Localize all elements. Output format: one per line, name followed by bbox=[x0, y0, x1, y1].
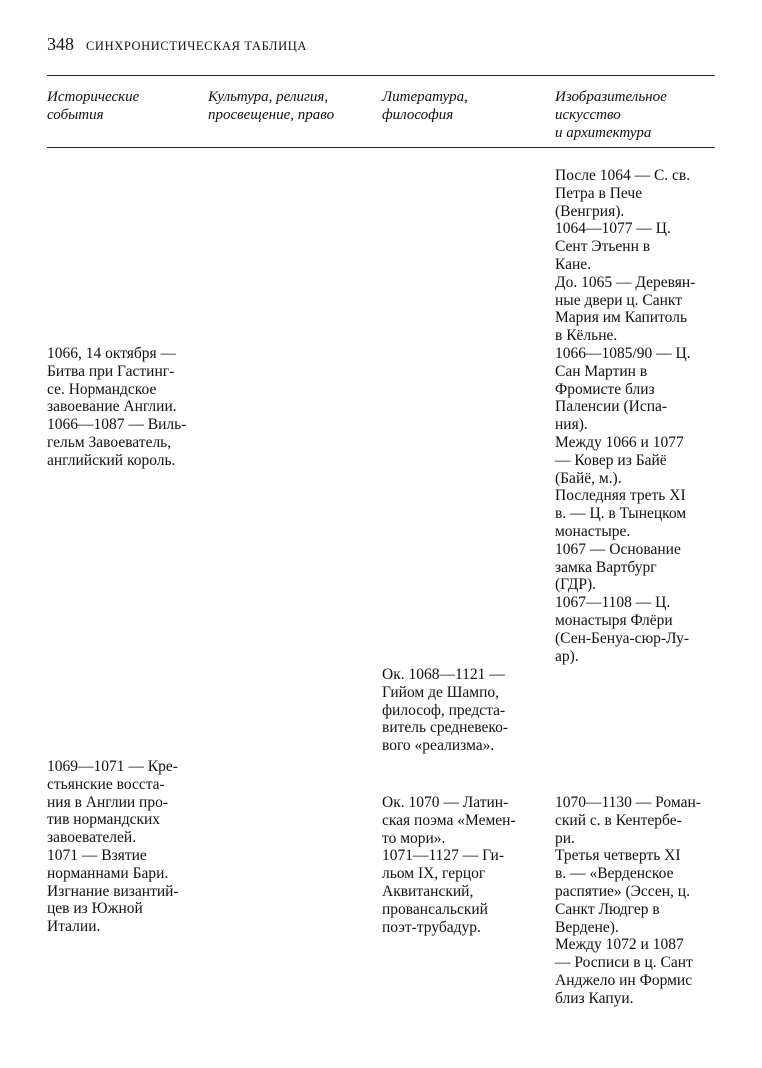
page-header bbox=[47, 34, 307, 55]
history-entry-1069: 1069—1071 — Кре- стьянские восста- ния в Англии про- тив нормандских завоевателей. 1071 — Взятие норманнами Бари. Изгнание византий- цев из Южной Италии. bbox=[47, 758, 179, 936]
column-head-literature: Литература, философия bbox=[382, 89, 468, 123]
art-entry-1064-1067: После 1064 — С. св. Петра в Пече (Венгрия). 1064—1077 — Ц. Сент Этьенн в Кане. До. 1065 — Деревян- ные двери ц. Санкт Мария им Капитоль в Кёльне. 1066—1085/90 — Ц. Сан Мартин в Фромисте близ Паленсии (Испа- ния). Между 1066 и 1077 — Ковер из Байё (Байё, м.). Последняя треть XI в. — Ц. в Тынецком монастыре. 1067 — Основание замка Вартбург (ГДР). 1067—1108 — Ц. монастыря Флёри (Сен-Бенуа-сюр-Лу- ар). bbox=[555, 167, 696, 665]
history-entry-1066: 1066, 14 октября — Битва при Гастинг- се. Нормандское завоевание Англии. 1066—1087 — Виль- гельм Завоеватель, английский король. bbox=[47, 345, 187, 469]
column-head-culture: Культура, религия, просвещение, право bbox=[208, 89, 335, 123]
column-head-history: Исторические события bbox=[47, 89, 140, 123]
literature-entry-1070: Ок. 1070 — Латин- ская поэма «Мемен- то мори». 1071—1127 — Ги- льом IX, герцог Аквитанский, провансальский поэт-трубадур. bbox=[382, 794, 516, 936]
header-bottom-rule bbox=[47, 147, 715, 148]
header-top-rule bbox=[47, 75, 715, 76]
literature-entry-1068: Ок. 1068—1121 — Гийом де Шампо, философ, предста- витель средневеко- вого «реализма». bbox=[382, 666, 509, 755]
page-number: 348 bbox=[47, 34, 74, 54]
running-title: СИНХРОНИСТИЧЕСКАЯ ТАБЛИЦА bbox=[86, 39, 307, 53]
column-head-art: Изобразительное искусство и архитектура bbox=[555, 89, 667, 141]
art-entry-1070: 1070—1130 — Роман- ский с. в Кентербе- ри. Третья четверть XI в. — «Верденское распятие» (Эссен, ц. Санкт Людгер в Вердене). Между 1072 и 1087 — Росписи в ц. Сант Анджело ин Формис близ Капуи. bbox=[555, 794, 701, 1007]
